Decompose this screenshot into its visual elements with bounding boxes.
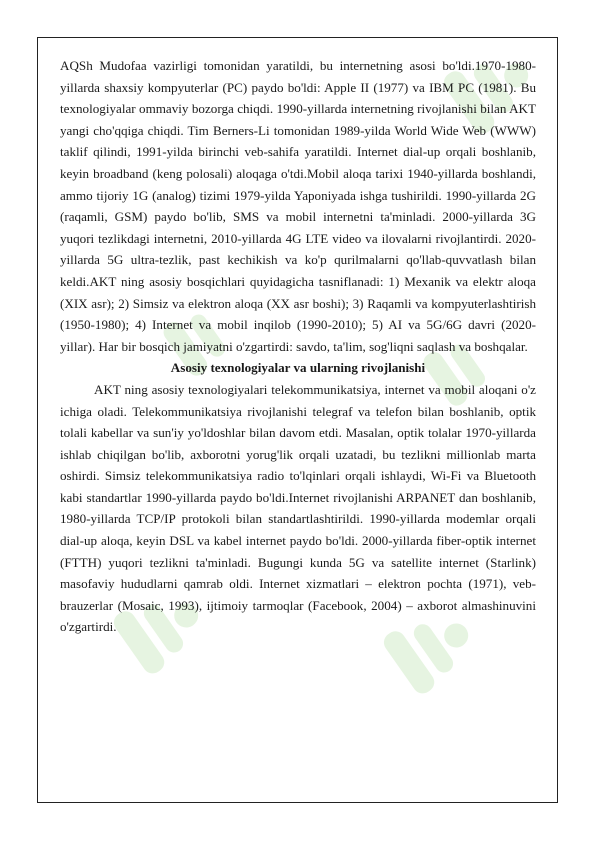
document-body [60,55,536,638]
body-paragraph: AQSh Mudofaa vazirligi tomonidan yaratildi, bu internetning asosi bo'ldi.1970-1980-yillarda shaxsiy kompyuterlar (PC) paydo bo'ldi: Apple II (1977) va IBM PC (1981). Bu texnologiyalar ommaviy bozorga chiqdi. 1990-yillarda internetning rivojlanishi bilan AKT yangi cho'qqiga chiqdi. Tim Berners-Li tomonidan 1989-yilda World Wide Web (WWW) taklif qilindi, 1991-yilda birinchi veb-sahifa yaratildi. Internet dial-up orqali boshlanib, keyin broadband (keng polosali) aloqaga o'tdi.Mobil aloqa tarixi 1940-yillarda boshlandi, ammo tijoriy 1G (analog) tizimi 1979-yilda Yaponiyada ishga tushirildi. 1990-yillarda 2G (raqamli, GSM) paydo bo'lib, SMS va mobil internetni ta'minladi. 2000-yillarda 3G yuqori tezlikdagi internetni, 2010-yillarda 4G LTE video va ilovalarni rivojlantirdi. 2020-yillarda 5G ultra-tezlik, past kechikish va ko'p qurilmalarni qo'llab-quvvatlash bilan keldi.AKT ning asosiy bosqichlari quyidagicha tasniflanadi: 1) Mexanik va elektr aloqa (XIX asr); 2) Simsiz va elektron aloqa (XX asr boshi); 3) Raqamli va kompyuterlashtirish (1950-1980); 4) Internet va mobil inqilob (1990-2010); 5) AI va 5G/6G davri (2020-yillar). Har bir bosqich jamiyatni o'zgartirdi: savdo, ta'lim, sog'liqni saqlash va boshqalar. [60,58,536,354]
section-heading: Asosiy texnologiyalar va ularning rivojlanishi [170,360,426,376]
body-paragraph: AKT ning asosiy texnologiyalari telekommunikatsiya, internet va mobil aloqani o'z ichiga oladi. Telekommunikatsiya rivojlanishi telegraf va telefon bilan boshlanib, optik tolali kabellar va sun'iy yo'ldoshlar bilan davom etdi. Masalan, optik tolalar 1970-yillarda ishlab chiqilgan bo'lib, axborotni yorug'lik orqali uzatadi, bu tezlikni millionlab marta oshirdi. Simsiz telekommunikatsiya radio to'lqinlari orqali ishlaydi, Wi-Fi va Bluetooth kabi standartlar 1990-yillarda paydo bo'ldi.Internet rivojlanishi ARPANET dan boshlanib, 1980-yillarda TCP/IP protokoli bilan standartlashtirildi. 1990-yillarda modemlar orqali dial-up aloqa, keyin DSL va kabel internet paydo bo'ldi. 2000-yillarda fiber-optik internet (FTTH) yuqori tezlikni ta'minladi. Bugungi kunda 5G va satellite internet (Starlink) masofaviy hududlarni qamrab oldi. Internet xizmatlari – elektron pochta (1971), veb-brauzerlar (Mosaic, 1993), ijtimoiy tarmoqlar (Facebook, 2004) – axborot almashinuvini o'zgartirdi. [60,381,536,635]
